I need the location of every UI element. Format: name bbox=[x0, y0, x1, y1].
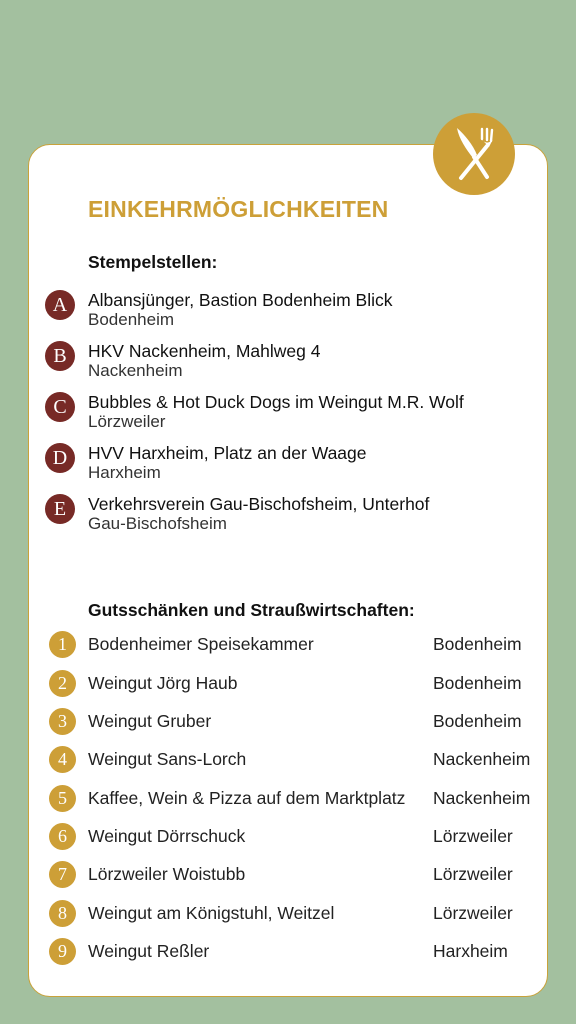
inn-town: Lörzweiler bbox=[433, 903, 513, 923]
stamp-letter-badge: A bbox=[45, 290, 75, 320]
inn-number-badge: 7 bbox=[49, 861, 76, 888]
inn-town: Lörzweiler bbox=[433, 826, 513, 846]
inn-name: Weingut Gruber bbox=[88, 711, 212, 731]
inn-number-badge: 3 bbox=[49, 708, 76, 735]
table-row bbox=[49, 631, 549, 659]
inn-name: Weingut Reßler bbox=[88, 941, 210, 961]
inn-number-badge: 1 bbox=[49, 631, 76, 658]
inn-town: Bodenheim bbox=[433, 673, 522, 693]
page-title: EINKEHRMÖGLICHKEITEN bbox=[88, 196, 389, 222]
table-row bbox=[49, 900, 549, 928]
stamp-town: Harxheim bbox=[88, 463, 161, 482]
table-row bbox=[49, 708, 549, 736]
inn-town: Bodenheim bbox=[433, 711, 522, 731]
inn-name: Weingut Sans-Lorch bbox=[88, 749, 247, 769]
inn-name: Weingut Dörrschuck bbox=[88, 826, 246, 846]
table-row bbox=[49, 861, 549, 889]
inn-town: Bodenheim bbox=[433, 634, 522, 654]
table-row bbox=[49, 938, 549, 966]
inn-town: Harxheim bbox=[433, 941, 508, 961]
stamp-name: Verkehrsverein Gau-Bischofsheim, Unterhof bbox=[88, 494, 430, 514]
stamp-name: HVV Harxheim, Platz an der Waage bbox=[88, 443, 367, 463]
table-row bbox=[49, 746, 549, 774]
table-row bbox=[49, 785, 549, 813]
inn-number-badge: 9 bbox=[49, 938, 76, 965]
stamp-town: Bodenheim bbox=[88, 310, 175, 329]
stamp-name: Bubbles & Hot Duck Dogs im Weingut M.R. Wolf bbox=[88, 392, 464, 412]
stamp-letter-badge: D bbox=[45, 443, 75, 473]
inn-town: Nackenheim bbox=[433, 788, 531, 808]
inn-number-badge: 5 bbox=[49, 785, 76, 812]
inn-town: Lörzweiler bbox=[433, 864, 513, 884]
inn-town: Nackenheim bbox=[433, 749, 531, 769]
stamp-name: HKV Nackenheim, Mahlweg 4 bbox=[88, 341, 321, 361]
stamp-letter-badge: B bbox=[45, 341, 75, 371]
inn-number-badge: 4 bbox=[49, 746, 76, 773]
stamp-town: Gau-Bischofsheim bbox=[88, 514, 227, 533]
inn-name: Weingut am Königstuhl, Weitzel bbox=[88, 903, 335, 923]
stamp-town: Nackenheim bbox=[88, 361, 183, 380]
inn-number-badge: 2 bbox=[49, 670, 76, 697]
stamp-town: Lörzweiler bbox=[88, 412, 166, 431]
stamp-letter-badge: C bbox=[45, 392, 75, 422]
badge bbox=[433, 113, 515, 195]
table-row bbox=[49, 670, 549, 698]
stamp-letter-badge: E bbox=[45, 494, 75, 524]
inn-section-heading: Gutsschänken und Straußwirtschaften: bbox=[88, 600, 415, 620]
table-row bbox=[49, 823, 549, 851]
inn-name: Bodenheimer Speisekammer bbox=[88, 634, 314, 654]
stamp-section-heading: Stempelstellen: bbox=[88, 252, 218, 272]
inn-name: Lörzweiler Woistubb bbox=[88, 864, 246, 884]
stamp-name: Albansjünger, Bastion Bodenheim Blick bbox=[88, 290, 393, 310]
fork-knife-icon bbox=[451, 125, 497, 183]
inn-number-badge: 6 bbox=[49, 823, 76, 850]
inn-number-badge: 8 bbox=[49, 900, 76, 927]
inn-name: Weingut Jörg Haub bbox=[88, 673, 238, 693]
inn-name: Kaffee, Wein & Pizza auf dem Marktplatz bbox=[88, 788, 406, 808]
